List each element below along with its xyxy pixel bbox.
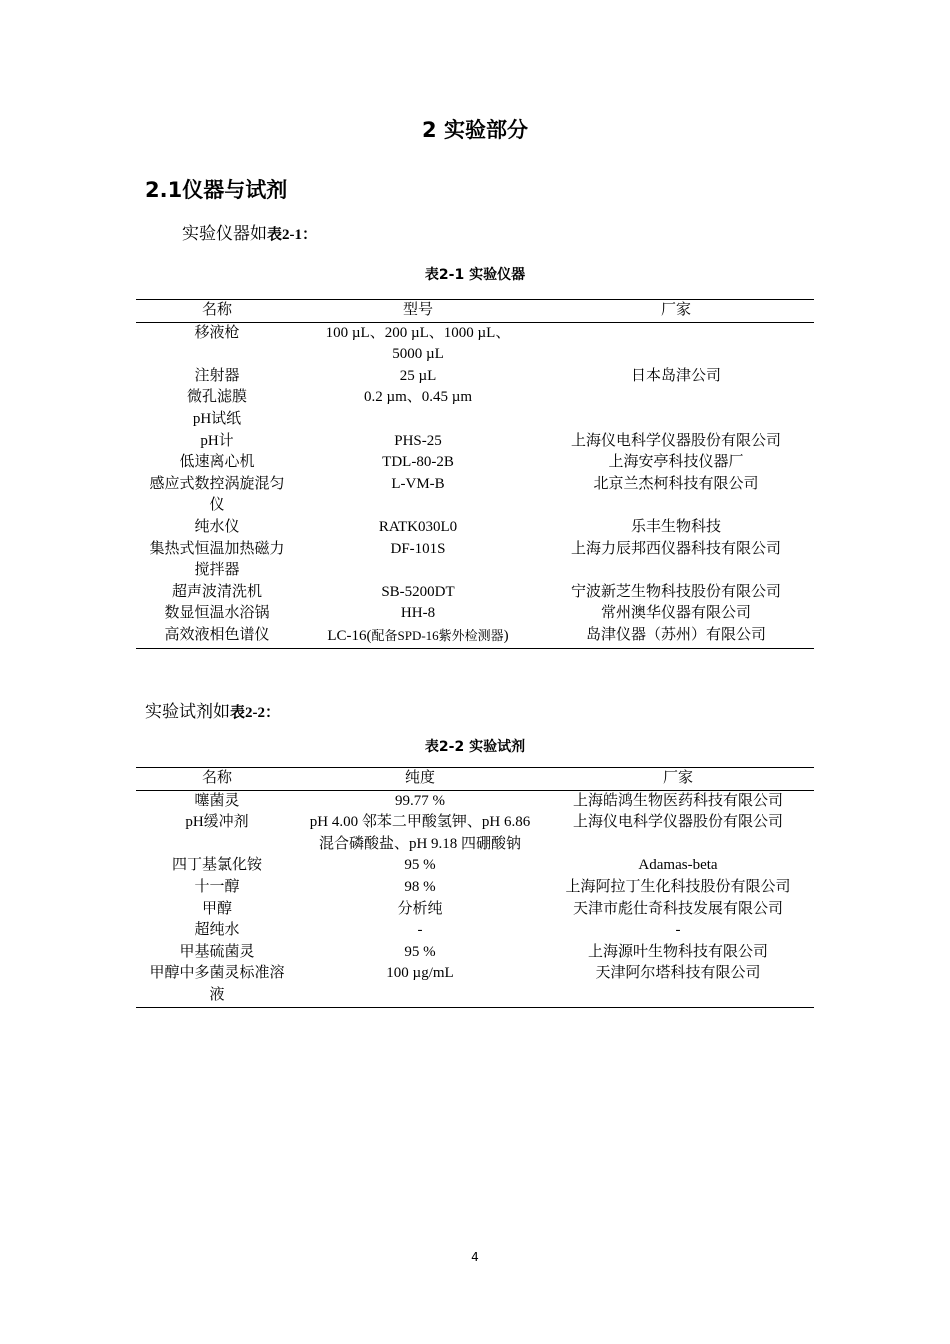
table-row [136,790,814,812]
reagents-header-row [136,768,814,791]
instrument-model: PHS-25 [394,432,442,449]
table-row [136,812,814,855]
instrument-model: HH-8 [400,605,436,622]
instrument-model: 0.2 µm、0.45 µm [363,389,473,406]
instruments-intro-ref: 表2-1 [267,227,302,243]
instrument-model-end: ) [503,627,509,644]
instrument-model [298,409,538,431]
reagent-purity: 99.77 % [395,792,445,809]
instrument-name: 注射器 [194,367,240,384]
instrument-maker: 宁波新芝生物科技股份有限公司 [570,583,781,600]
instrument-model: DF-101S [390,540,446,557]
table-row [136,625,814,648]
reagent-purity: pH 4.00 邻苯二甲酸氢钾、pH 6.86 混合磷酸盐、pH 9.18 四硼酸钠 [309,814,531,852]
reagent-name: 甲基硫菌灵 [179,943,255,960]
instrument-name: 高效液相色谱仪 [136,625,298,648]
reagent-purity: 95 % [404,943,436,960]
table-row [136,366,814,388]
instrument-maker: 岛津仪器（苏州）有限公司 [538,625,814,648]
reagent-purity: 分析纯 [397,900,443,917]
instruments-table [136,299,814,649]
table-row [136,877,814,899]
instrument-name: 超声波清洗机 [171,583,262,600]
instrument-maker: 乐丰生物科技 [630,518,721,535]
chapter-title: 2 实验部分 [422,118,528,142]
instrument-model: L-VM-B [391,475,445,492]
instrument-name: 数显恒温水浴锅 [164,605,270,622]
instruments-intro-text: 实验仪器如 [182,224,267,243]
table-row [136,920,814,942]
reagent-name: 甲醇中多菌灵标准溶液 [136,963,298,1007]
instrument-name: 感应式数控涡旋混匀仪 [149,475,285,514]
reagent-maker: 天津阿尔塔科技有限公司 [542,963,814,1007]
section-title: 2.1仪器与试剂 [145,178,288,202]
instrument-model-main: LC-16( [327,627,372,644]
instruments-intro-colon: ： [302,227,318,243]
instruments-intro [182,219,317,244]
reagents-intro-text: 实验试剂如 [145,702,230,721]
table-row [136,322,814,366]
reagent-name: pH缓冲剂 [185,814,249,831]
reagent-maker: 上海阿拉丁生化科技股份有限公司 [565,878,791,895]
instrument-maker: 日本岛津公司 [630,367,721,384]
instruments-header-model: 型号 [298,300,538,323]
instrument-name: 集热式恒温加热磁力搅拌器 [149,540,285,579]
instrument-name: 低速离心机 [179,454,255,471]
reagent-maker: 上海皓鸿生物医药科技有限公司 [572,792,783,809]
instrument-model: SB-5200DT [381,583,455,600]
table-row [136,517,814,539]
reagent-name: 十一醇 [194,878,240,895]
table-row [136,582,814,604]
instrument-maker [538,409,814,431]
instrument-name: 纯水仪 [194,518,240,535]
reagent-maker: Adamas-beta [638,857,718,874]
reagents-intro-ref: 表2-2 [230,705,265,721]
table-row [136,963,814,1007]
instrument-model [298,625,538,648]
reagents-intro-colon: ： [265,705,281,721]
instrument-model: 100 µL、200 µL、1000 µL、5000 µL [325,324,511,363]
table-row [136,942,814,964]
reagent-maker: 天津市彪仕奇科技发展有限公司 [572,900,783,917]
table-row [136,452,814,474]
instrument-name: pH计 [200,432,234,449]
instruments-header-maker: 厂家 [538,300,814,323]
reagent-purity: 98 % [404,878,436,895]
reagent-purity: 100 µg/mL [298,963,542,1007]
reagents-table [136,767,814,1008]
instrument-maker: 上海安亭科技仪器厂 [608,454,744,471]
instrument-name: 移液枪 [194,324,240,341]
instrument-maker: 上海仪电科学仪器股份有限公司 [570,432,781,449]
instrument-maker: 常州澳华仪器有限公司 [600,605,751,622]
instrument-name: pH试纸 [192,410,242,427]
table-row [136,474,814,517]
reagents-header-maker: 厂家 [542,768,814,791]
reagent-name: 四丁基氯化铵 [171,857,262,874]
reagent-purity: 95 % [404,857,436,874]
table-row [136,409,814,431]
instruments-header-row [136,300,814,323]
instruments-header-name: 名称 [136,300,298,323]
instrument-maker: 上海力辰邦西仪器科技有限公司 [570,540,781,557]
reagents-header-purity: 纯度 [298,768,542,791]
instrument-maker: 北京兰杰柯科技有限公司 [593,475,759,492]
table-row [136,899,814,921]
page-number: 4 [471,1250,479,1264]
reagents-table-caption: 表2-2 实验试剂 [424,739,526,755]
instruments-table-caption: 表2-1 实验仪器 [424,267,526,283]
reagent-name: 甲醇 [201,900,232,917]
instrument-maker [538,322,814,366]
reagent-maker: - [675,922,681,939]
table-row [136,539,814,582]
instrument-maker [538,387,814,409]
table-row [136,431,814,453]
reagents-intro [145,697,280,722]
instrument-name: 微孔滤膜 [186,389,247,406]
instrument-model: RATK030L0 [378,518,458,535]
instrument-model: TDL-80-2B [382,454,454,471]
reagent-purity: - [417,922,423,939]
reagents-header-name: 名称 [136,768,298,791]
table-row [136,855,814,877]
reagent-maker: 上海源叶生物科技有限公司 [587,943,768,960]
reagent-maker: 上海仪电科学仪器股份有限公司 [572,814,783,831]
reagent-name: 噻菌灵 [194,792,240,809]
instrument-model: 25 µL [399,367,437,384]
table-row [136,603,814,625]
instrument-model-note: 配备SPD-16紫外检测器 [371,627,504,643]
table-row [136,387,814,409]
reagent-name: 超纯水 [194,922,240,939]
